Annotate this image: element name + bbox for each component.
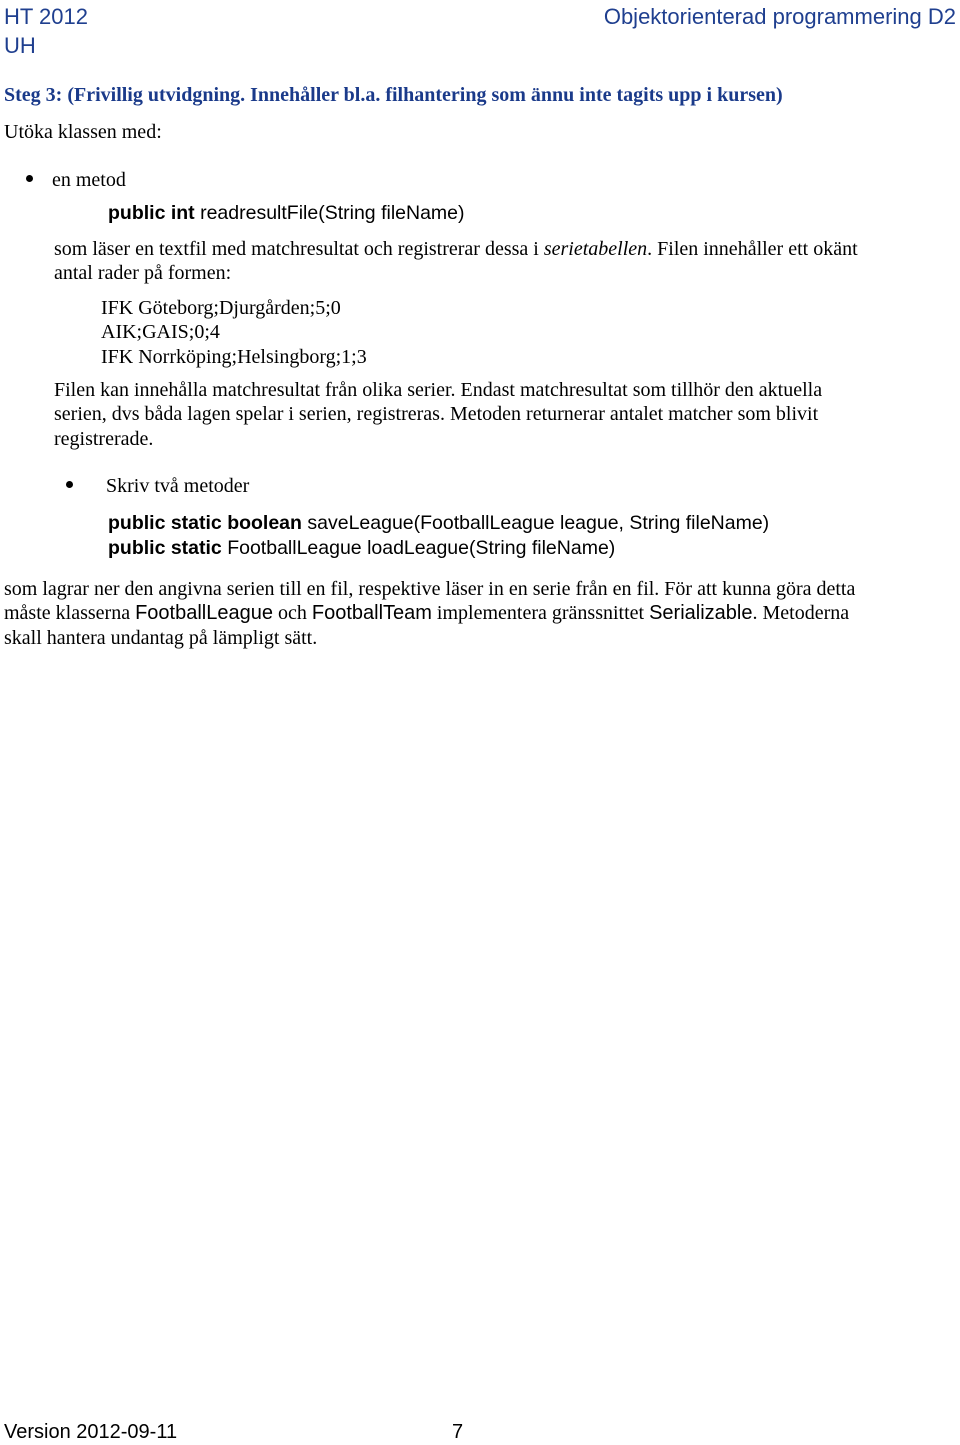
item1-para-line2: serien, dvs båda lagen spelar i serien, registreras. Metoden returnerar antalet matcher som blivit — [54, 403, 819, 425]
header-course-name: Objektorienterad programmering D2 — [603, 4, 956, 29]
item2-para-line1: som lagrar ner den angivna serien till en fil, respektive läser in en serie från en fil. För att kunna göra detta — [4, 578, 856, 600]
item1-signature — [108, 201, 465, 226]
item2-label: Skriv två metoder — [106, 475, 250, 497]
item2-para-line3: skall hantera undantag på lämpligt sätt. — [4, 627, 318, 649]
interface-name-serializable: Serializable — [649, 602, 753, 624]
item2-para-text: implementera gränssnittet — [436, 602, 645, 624]
item2-sig1-rest: saveLeague(FootballLeague league, String fileName) — [307, 512, 770, 534]
item2-sig2-rest: FootballLeague loadLeague(String fileName) — [227, 537, 616, 559]
item1-desc-line1 — [54, 237, 858, 261]
item1-desc-end: . Filen innehåller ett okänt — [647, 238, 858, 260]
item2-sig2-keywords: public static — [108, 537, 222, 559]
item1-signature-keywords: public int — [108, 202, 195, 224]
example-line: IFK Norrköping;Helsingborg;1;3 — [101, 346, 367, 368]
item2-para-text: och — [277, 602, 307, 624]
item1-signature-rest: readresultFile(String fileName) — [200, 202, 465, 224]
item2-signature-load — [108, 536, 615, 561]
header-term-line2: UH — [4, 33, 36, 58]
item1-desc-italic: serietabellen — [543, 238, 648, 260]
step-heading: Steg 3: (Frivillig utvidgning. Innehåller bl.a. filhantering som ännu inte tagits upp i kursen) — [4, 84, 783, 106]
footer-version: Version 2012-09-11 — [4, 1421, 178, 1443]
footer-page-number: 7 — [452, 1421, 464, 1443]
example-line: IFK Göteborg;Djurgården;5;0 — [101, 297, 341, 319]
bullet-icon — [66, 481, 73, 488]
example-line: AIK;GAIS;0;4 — [101, 321, 220, 343]
bullet-icon — [26, 175, 33, 182]
item1-para-line1: Filen kan innehålla matchresultat från olika serier. Endast matchresultat som tillhör den aktuella — [54, 379, 823, 401]
header-term-line1: HT 2012 — [4, 4, 88, 29]
item2-para-text: måste klasserna — [4, 602, 131, 624]
item1-desc-start: som läser en textfil med matchresultat och registrerar dessa i — [54, 238, 539, 260]
item2-para-text: . Metoderna — [752, 602, 850, 624]
item2-signature-save — [108, 511, 769, 536]
item2-sig1-keywords: public static boolean — [108, 512, 302, 534]
class-name-football-team: FootballTeam — [311, 602, 432, 624]
item2-para-line2 — [4, 601, 849, 625]
item1-desc-line2: antal rader på formen: — [54, 262, 232, 284]
item1-para-line3: registrerade. — [54, 428, 154, 450]
step-intro: Utöka klassen med: — [4, 121, 162, 143]
header-term — [4, 2, 88, 60]
class-name-football-league: FootballLeague — [135, 602, 273, 624]
item1-label: en metod — [52, 169, 126, 191]
